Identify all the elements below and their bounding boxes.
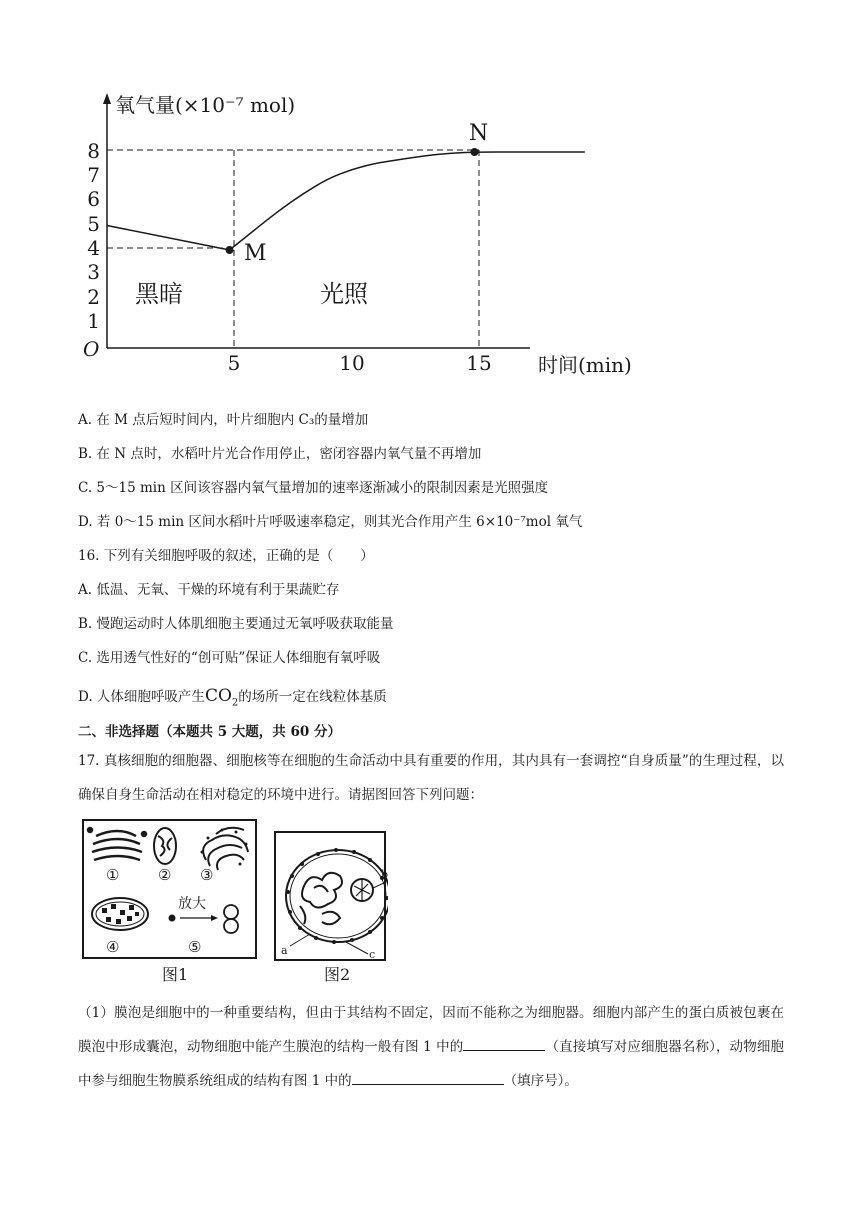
endoplasmic-reticulum-icon bbox=[201, 828, 249, 870]
y-axis-arrow bbox=[103, 93, 111, 104]
label-a: a bbox=[281, 944, 288, 957]
option-c: C. 5～15 min 区间该容器内氧气量增加的速率逐渐减小的限制因素是光照强度 bbox=[78, 480, 549, 496]
option-d: D. 若 0～15 min 区间水稻叶片呼吸速率稳定，则其光合作用产生 6×10⁻⁷mol 氧气 bbox=[78, 514, 583, 530]
pointer-c bbox=[346, 942, 368, 954]
section-heading: 二、非选择题（本题共 5 大题，共 60 分） bbox=[78, 724, 341, 740]
y-tick-label: 7 bbox=[87, 163, 100, 187]
figure-1 bbox=[83, 820, 256, 984]
figure-1-caption: 图1 bbox=[162, 965, 189, 984]
label-4: ④ bbox=[106, 938, 120, 956]
figure-2 bbox=[275, 832, 388, 984]
chromatin bbox=[300, 873, 342, 924]
x-tick-label: 10 bbox=[339, 351, 365, 375]
oxygen-curve-light bbox=[230, 152, 585, 250]
option-d bbox=[78, 686, 387, 713]
y-axis-label: 氧气量(×10⁻⁷ mol) bbox=[115, 93, 296, 117]
origin-label: O bbox=[83, 337, 100, 361]
y-tick-label: 2 bbox=[87, 285, 100, 309]
y-tick-label: 6 bbox=[87, 187, 100, 211]
answer-blank-1[interactable] bbox=[463, 1036, 545, 1051]
x-axis-label: 时间(min) bbox=[538, 353, 632, 377]
region-light-label: 光照 bbox=[320, 280, 368, 308]
y-tick-label: 1 bbox=[87, 309, 100, 333]
point-n-label: N bbox=[469, 121, 489, 146]
centrosome-dot bbox=[169, 915, 176, 922]
point-n-marker bbox=[471, 148, 479, 156]
y-tick-label: 8 bbox=[87, 139, 100, 163]
chloroplast-icon bbox=[92, 898, 148, 930]
option-b: B. 慢跑运动时人体肌细胞主要通过无氧呼吸获取能量 bbox=[78, 616, 394, 632]
y-tick-label: 4 bbox=[87, 236, 100, 260]
label-5: ⑤ bbox=[188, 938, 202, 956]
label-c: c bbox=[369, 948, 376, 961]
magnify-label: 放大 bbox=[178, 896, 206, 912]
option-a: A. 在 M 点后短时间内，叶片细胞内 C₃的量增加 bbox=[78, 412, 369, 428]
label-3: ③ bbox=[200, 866, 214, 884]
region-dark-label: 黑暗 bbox=[135, 280, 183, 308]
magnify-arrowhead bbox=[211, 915, 218, 921]
oxygen-time-graph bbox=[0, 0, 700, 390]
x-tick-label: 15 bbox=[466, 351, 492, 375]
question-16-stem: 16. 下列有关细胞呼吸的叙述，正确的是（ ） bbox=[78, 548, 374, 564]
nucleolus bbox=[351, 879, 373, 901]
label-1: ① bbox=[106, 866, 120, 884]
golgi-icon bbox=[88, 828, 146, 860]
option-b: B. 在 N 点时，水稻叶片光合作用停止，密闭容器内氧气量不再增加 bbox=[78, 446, 482, 462]
option-d-text: D. 人体细胞呼吸产生 bbox=[78, 689, 205, 705]
answer-blank-2[interactable] bbox=[352, 1070, 504, 1085]
question-17-part-1: （1）膜泡是细胞中的一种重要结构，但由于其结构不固定，因而不能称之为细胞器。细胞内部产生的蛋白质被包裹在膜泡中形成囊泡，动物细胞中能产生膜泡的结构一般有图 1 中的 （直接填写对应细胞器名称），动物细胞中参与细胞生物膜系统组成的结构有图 1 中的 （填序号）。 bbox=[78, 1005, 784, 1089]
label-b: b bbox=[381, 868, 388, 881]
centriole-icon bbox=[224, 905, 238, 933]
option-d-text: 的场所一定在线粒体基质 bbox=[238, 689, 387, 705]
pointer-a bbox=[290, 934, 310, 946]
option-c: C. 选用透气性好的“创可贴”保证人体细胞有氧呼吸 bbox=[78, 650, 381, 666]
x-tick-label: 5 bbox=[227, 351, 241, 375]
figure-2-caption: 图2 bbox=[324, 965, 351, 984]
question-17-stem: 17. 真核细胞的细胞器、细胞核等在细胞的生命活动中具有重要的作用，其内具有一套调控“自身质量”的生理过程，以确保自身生命活动在相对稳定的环境中进行。请据图回答下列问题： bbox=[78, 753, 784, 803]
point-m-marker bbox=[226, 246, 234, 254]
figures bbox=[78, 816, 388, 986]
mitochondrion-icon bbox=[154, 828, 176, 864]
point-m-label: M bbox=[244, 241, 267, 266]
co2-formula: $CO_2$ bbox=[204, 686, 239, 709]
option-a: A. 低温、无氧、干燥的环境有利于果蔬贮存 bbox=[78, 582, 340, 598]
label-2: ② bbox=[158, 866, 172, 884]
y-tick-label: 3 bbox=[87, 260, 100, 284]
y-tick-label: 5 bbox=[87, 212, 100, 236]
oxygen-curve-dark bbox=[107, 226, 230, 251]
